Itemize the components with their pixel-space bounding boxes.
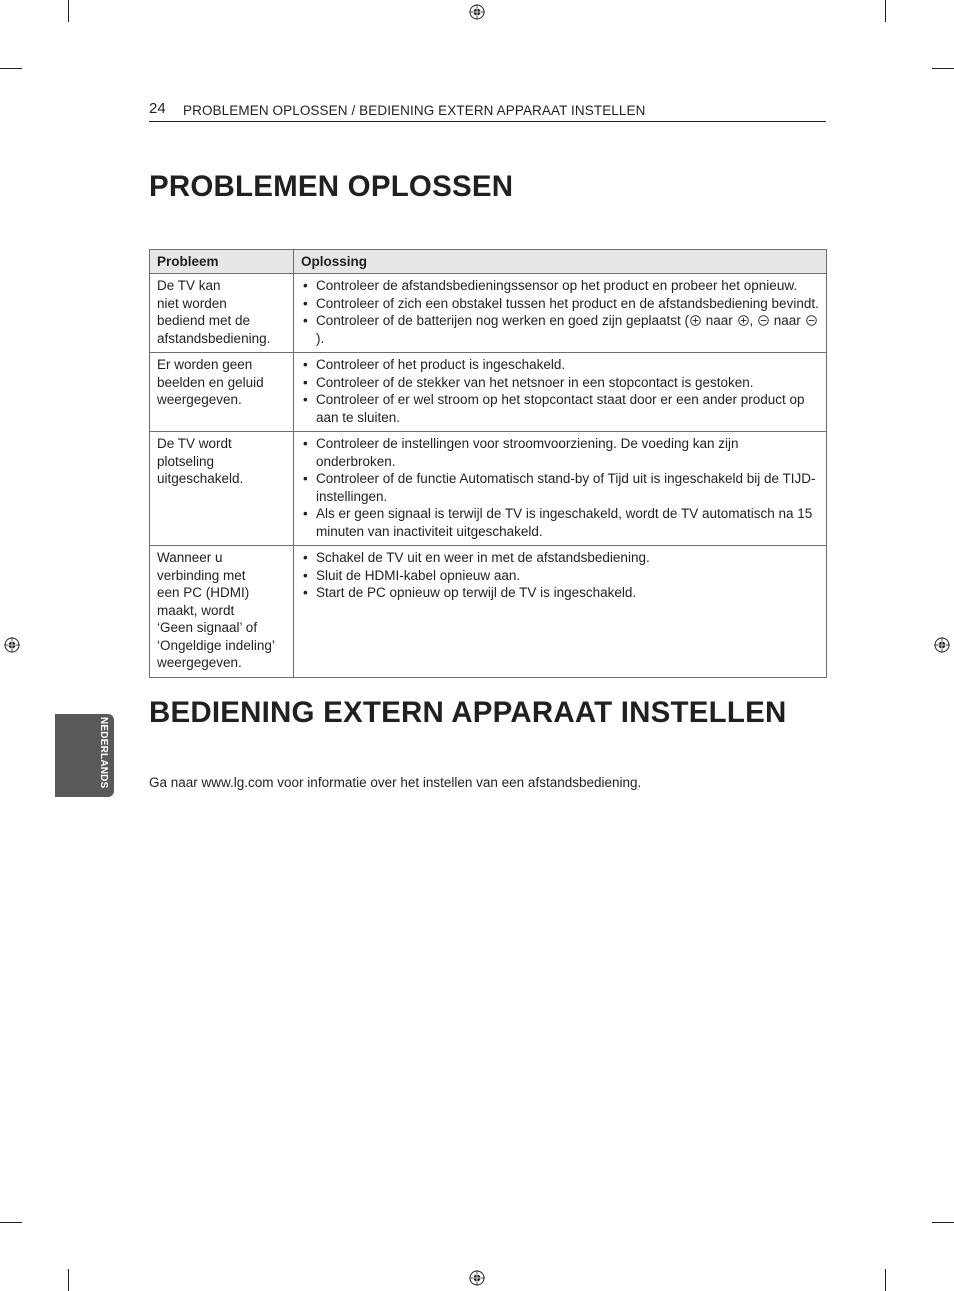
crop-mark (885, 1269, 886, 1291)
battery-text-separator: , (749, 313, 758, 328)
problem-cell: De TV kan niet worden bediend met de afstandsbediening. (150, 274, 294, 353)
battery-plus-icon (690, 315, 701, 326)
page-header (149, 100, 826, 122)
battery-minus-icon (758, 315, 769, 326)
list-item: • Controleer of de functie Automatisch stand-by of Tijd uit is ingeschakeld bij de TIJD-instellingen. (301, 470, 820, 505)
crop-mark (0, 1222, 22, 1223)
problem-cell: Wanneer u verbinding met een PC (HDMI) maakt, wordt ‘Geen signaal’ of ‘Ongeldige indeling’ weergegeven. (150, 546, 294, 678)
registration-mark-icon (469, 4, 485, 20)
solution-cell (294, 353, 827, 432)
problem-cell: Er worden geen beelden en geluid weergegeven. (150, 353, 294, 432)
list-item: • Controleer of het product is ingeschakeld. (301, 356, 820, 374)
troubleshooting-table (149, 249, 827, 678)
solution-cell (294, 546, 827, 678)
table-row (150, 274, 827, 353)
list-item: • Controleer de afstandsbedieningssensor op het product en probeer het opnieuw. (301, 277, 820, 295)
language-label: NEDERLANDS (98, 717, 109, 789)
crop-mark (68, 1269, 69, 1291)
registration-mark-icon (934, 637, 950, 653)
registration-mark-icon (4, 637, 20, 653)
table-row (150, 546, 827, 678)
list-item: • Schakel de TV uit en weer in met de afstandsbediening. (301, 549, 820, 567)
solution-cell (294, 274, 827, 353)
solution-list (301, 549, 820, 602)
registration-mark-icon (469, 1270, 485, 1286)
battery-text-suffix: ). (316, 330, 325, 346)
list-item: • Start de PC opnieuw op terwijl de TV is ingeschakeld. (301, 584, 820, 602)
table-row (150, 353, 827, 432)
language-side-tab (55, 714, 114, 797)
crop-mark (932, 1222, 954, 1223)
battery-text-to: naar (770, 313, 805, 328)
battery-plus-icon (738, 315, 749, 326)
section-title-troubleshooting: PROBLEMEN OPLOSSEN (149, 170, 514, 203)
column-header-solution: Oplossing (294, 250, 827, 274)
battery-minus-icon (806, 315, 817, 326)
list-item: • Controleer of er wel stroom op het stopcontact staat door er een ander product op aan te sluiten. (301, 391, 820, 426)
table-header-row (150, 250, 827, 274)
remote-setup-text: Ga naar www.lg.com voor informatie over het instellen van een afstandsbediening. (149, 775, 642, 790)
solution-cell (294, 432, 827, 546)
list-item: • Controleer of de stekker van het netsnoer in een stopcontact is gestoken. (301, 374, 820, 392)
list-item (301, 312, 820, 347)
crop-mark (885, 0, 886, 22)
crop-mark (68, 0, 69, 22)
list-item: • Sluit de HDMI-kabel opnieuw aan. (301, 567, 820, 585)
battery-text-prefix: Controleer of de batterijen nog werken en goed zijn geplaatst ( (316, 313, 689, 328)
list-item: • Controleer de instellingen voor stroomvoorziening. De voeding kan zijn onderbroken. (301, 435, 820, 470)
solution-list (301, 356, 820, 426)
running-head: PROBLEMEN OPLOSSEN / BEDIENING EXTERN APPARAAT INSTELLEN (183, 103, 646, 118)
crop-mark (0, 68, 22, 69)
column-header-problem: Probleem (150, 250, 294, 274)
table-row (150, 432, 827, 546)
list-item: • Controleer of zich een obstakel tussen het product en de afstandsbediening bevindt. (301, 295, 820, 313)
page-number: 24 (149, 100, 166, 117)
section-title-remote-setup: BEDIENING EXTERN APPARAAT INSTELLEN (149, 696, 787, 729)
problem-cell: De TV wordt plotseling uitgeschakeld. (150, 432, 294, 546)
list-item: • Als er geen signaal is terwijl de TV is ingeschakeld, wordt de TV automatisch na 15 minuten van inactiviteit uitgeschakeld. (301, 505, 820, 540)
solution-list (301, 277, 820, 347)
battery-text-to: naar (701, 313, 737, 328)
solution-list (301, 435, 820, 540)
crop-mark (932, 68, 954, 69)
